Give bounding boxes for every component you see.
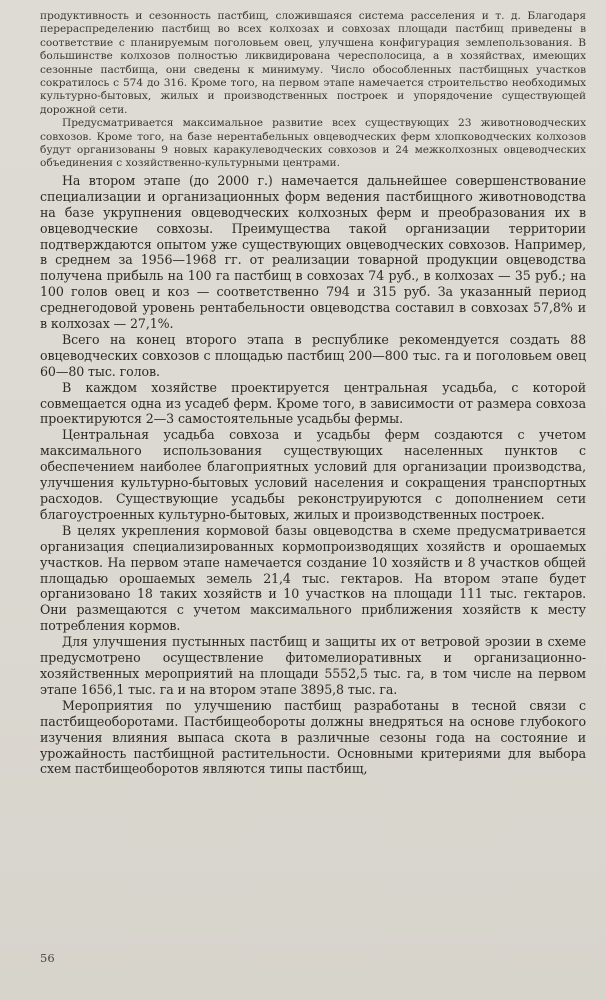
paragraph-1: продуктивность и сезонность пастбищ, сложившаяся система расселения и т. д. Благодаря перераспределению пастбищ во всех колхозах и совхозах площади пастбищ приведены в соответствие с планируемым поголовьем овец, улучшена конфигурация землепользования. В большинстве колхозов полностью ликвидирована чересполосица, а в хозяйствах, имеющих сезонные пастбища, они сведены к минимуму. Число обособленных пастбищных участков сократилось с 574 до 316. Кроме того, на первом этапе намечается строительство необходимых культурно-бытовых, жилых и производственных построек и упорядочение существующей дорожной сети. bbox=[40, 10, 586, 116]
page-text bbox=[40, 10, 586, 777]
page-number: 56 bbox=[40, 951, 55, 965]
paragraph-6: Центральная усадьба совхоза и усадьбы ферм создаются с учетом максимального использования существующих населенных пунктов с обеспечением наиболее благоприятных условий для организации производства, улучшения культурно-бытовых условий населения и сокращения транспортных расходов. Существующие усадьбы реконструируются с дополнением сети благоустроенных культурно-бытовых, жилых и производственных построек. bbox=[40, 427, 586, 522]
text-block-lower bbox=[40, 173, 586, 777]
paragraph-5: В каждом хозяйстве проектируется центральная усадьба, с которой совмещается одна из усадеб ферм. Кроме того, в зависимости от размера совхоза проектируются 2—3 самостоятельные усадьбы фермы. bbox=[40, 379, 586, 427]
paragraph-3: На втором этапе (до 2000 г.) намечается дальнейшее совершенствование специализации и организационных форм ведения пастбищного животноводства на базе укрупнения овцеводческих колхозных ферм и преобразования их в овцеводческие совхозы. Преимущества такой организации территории подтверждаются опытом уже существующих овцеводческих совхозов. Например, в среднем за 1956—1968 гг. от реализации товарной продукции овцеводства получена прибыль на 100 га пастбищ в совхозах 74 руб., в колхозах — 35 руб.; на 100 голов овец и коз — соответственно 794 и 315 руб. За указанный период среднегодовой уровень рентабельности овцеводства составил в совхозах 57,8% и в колхозах — 27,1%. bbox=[40, 172, 586, 332]
paragraph-2: Предусматривается максимальное развитие всех существующих 23 животноводческих совхозов. Кроме того, на базе нерентабельных овцеводческих ферм хлопководческих колхозов будут организованы 9 новых каракулеводческих совхозов и 24 межколхозных овцеводческих объединения с хозяйственно-культурными центрами. bbox=[40, 117, 586, 170]
paragraph-9: Мероприятия по улучшению пастбищ разработаны в тесной связи с пастбищеоборотами. Пастбищеобороты должны внедряться на основе глубокого изучения влияния выпаса скота в различные сезоны года на состояние и урожайность пастбищной растительности. Основными критериями для выбора схем пастбищеоборотов являются типы пастбищ, bbox=[40, 697, 586, 777]
text-block-upper bbox=[40, 10, 586, 171]
paragraph-7: В целях укрепления кормовой базы овцеводства в схеме предусматривается организация специализированных кормопроизводящих хозяйств и орошаемых участков. На первом этапе намечается создание 10 хозяйств и 8 участков общей площадью орошаемых земель 21,4 тыс. гектаров. На втором этапе будет организовано 18 таких хозяйств и 10 участков на площади 111 тыс. гектаров. Они размещаются с учетом максимального приближения хозяйств к месту потребления кормов. bbox=[40, 522, 586, 634]
paragraph-4: Всего на конец второго этапа в республике рекомендуется создать 88 овцеводческих совхозов с площадью пастбищ 200—800 тыс. га и поголовьем овец 60—80 тыс. голов. bbox=[40, 331, 586, 379]
paragraph-8: Для улучшения пустынных пастбищ и защиты их от ветровой эрозии в схеме предусмотрено осуществление фитомелиоративных и организационно-хозяйственных мероприятий на площади 5552,5 тыс. га, в том числе на первом этапе 1656,1 тыс. га и на втором этапе 3895,8 тыс. га. bbox=[40, 634, 586, 697]
